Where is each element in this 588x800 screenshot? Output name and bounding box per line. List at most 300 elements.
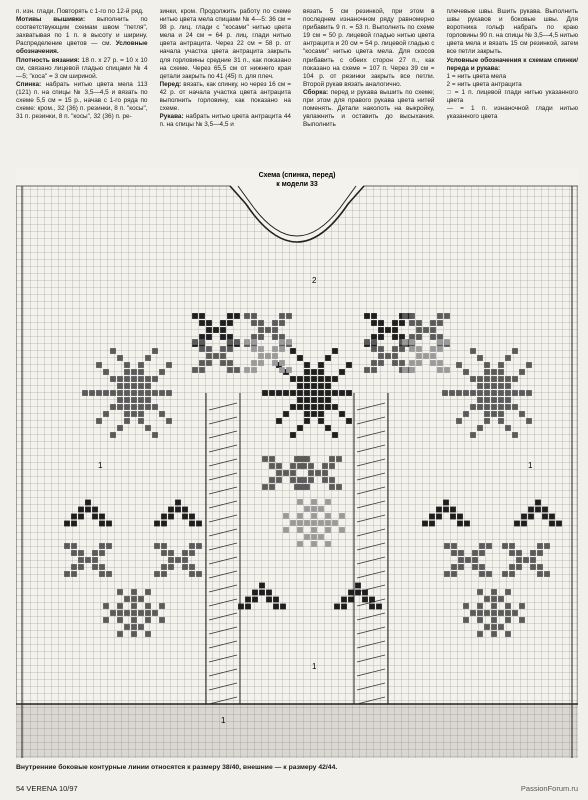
motif-cell bbox=[371, 313, 377, 319]
motif-cell bbox=[477, 589, 483, 595]
motif-cell bbox=[519, 369, 525, 375]
motif-cell bbox=[530, 550, 536, 556]
motif-cell bbox=[371, 339, 377, 345]
motif-cell bbox=[117, 589, 123, 595]
motif-cell bbox=[470, 432, 476, 438]
motif-cell bbox=[346, 390, 352, 396]
motif-cell bbox=[117, 404, 123, 410]
motif-cell bbox=[138, 624, 144, 630]
motif-cell bbox=[484, 411, 490, 417]
motif-cell bbox=[422, 521, 428, 527]
motif-cell bbox=[244, 339, 250, 345]
motif-cell bbox=[304, 390, 310, 396]
motif-cell bbox=[189, 564, 195, 570]
motif-cell bbox=[456, 362, 462, 368]
motif-cell bbox=[220, 320, 226, 326]
motif-cell bbox=[477, 355, 483, 361]
motif-cell bbox=[166, 418, 172, 424]
motif-cell bbox=[498, 390, 504, 396]
motif-cell bbox=[311, 397, 317, 403]
motif-cell bbox=[117, 397, 123, 403]
motif-cell bbox=[103, 369, 109, 375]
motif-cell bbox=[378, 360, 384, 366]
motif-cell bbox=[409, 360, 415, 366]
motif-cell bbox=[138, 362, 144, 368]
motif-cell bbox=[258, 320, 264, 326]
motif-cell bbox=[477, 376, 483, 382]
motif-cell bbox=[336, 484, 342, 490]
motif-cell bbox=[213, 327, 219, 333]
motif-cell bbox=[283, 513, 289, 519]
motif-cell bbox=[145, 610, 151, 616]
motif-cell bbox=[311, 383, 317, 389]
motif-cell bbox=[465, 557, 471, 563]
motif-cell bbox=[297, 425, 303, 431]
motif-cell bbox=[409, 339, 415, 345]
motif-cell bbox=[304, 397, 310, 403]
motif-cell bbox=[318, 390, 324, 396]
motif-cell bbox=[526, 390, 532, 396]
motif-cell bbox=[392, 320, 398, 326]
motif-cell bbox=[245, 597, 251, 603]
motif-cell bbox=[498, 596, 504, 602]
motif-cell bbox=[339, 513, 345, 519]
motif-cell bbox=[334, 604, 340, 610]
motif-cell bbox=[505, 383, 511, 389]
motif-cell bbox=[272, 327, 278, 333]
motif-cell bbox=[409, 320, 415, 326]
motif-cell bbox=[117, 390, 123, 396]
motif-cell bbox=[103, 617, 109, 623]
motif-cell bbox=[429, 514, 435, 520]
motif-cell bbox=[556, 521, 562, 527]
motif-cell bbox=[450, 514, 456, 520]
motif-cell bbox=[491, 596, 497, 602]
motif-cell bbox=[238, 604, 244, 610]
motif-cell bbox=[491, 631, 497, 637]
motif-cell bbox=[516, 557, 522, 563]
motif-cell bbox=[245, 604, 251, 610]
motif-cell bbox=[145, 589, 151, 595]
motif-cell bbox=[491, 390, 497, 396]
motif-cell bbox=[103, 390, 109, 396]
motif-cell bbox=[92, 507, 98, 513]
motif-cell bbox=[252, 590, 258, 596]
motif-cell bbox=[124, 404, 130, 410]
motif-cell bbox=[484, 624, 490, 630]
motif-cell bbox=[325, 527, 331, 533]
motif-cell bbox=[110, 348, 116, 354]
motif-cell bbox=[341, 604, 347, 610]
motif-cell bbox=[290, 477, 296, 483]
paragraph-text: вязать 5 см резинкой, при этом в последнем изнаночном ряду равномерно прибавить 9 п. = 53 п. Выполнить по схеме 19 см = 50 р. лицевой гладью нитью цвета антрацита и 20 см = 54 р. лицевой гладью с "косами" нитью цвета мела. Для скосов прибавить с обеих сторон 27 п., как показано на схеме = 107 п. Через 39 см = 104 р. от резинки закрыть все петли. Второй рукав вязать аналогично. bbox=[303, 8, 435, 88]
motif-cell bbox=[442, 390, 448, 396]
motif-cell bbox=[124, 362, 130, 368]
paragraph bbox=[160, 81, 292, 113]
motif-cell bbox=[220, 346, 226, 352]
motif-cell bbox=[371, 367, 377, 373]
motif-cell bbox=[498, 376, 504, 382]
motif-cell bbox=[542, 507, 548, 513]
motif-cell bbox=[509, 550, 515, 556]
motif-cell bbox=[117, 617, 123, 623]
motif-cell bbox=[294, 484, 300, 490]
motif-cell bbox=[276, 463, 282, 469]
motif-cell bbox=[290, 432, 296, 438]
legend-item: □ = 1 п. лицевой глади нитью указанного цвета bbox=[446, 88, 578, 105]
motif-cell bbox=[99, 550, 105, 556]
motif-cell bbox=[283, 411, 289, 417]
motif-cell bbox=[479, 564, 485, 570]
motif-cell bbox=[117, 355, 123, 361]
motif-cell bbox=[286, 339, 292, 345]
watermark: PassionForum.ru bbox=[520, 784, 578, 793]
motif-cell bbox=[325, 541, 331, 547]
motif-cell bbox=[159, 617, 165, 623]
motif-cell bbox=[484, 418, 490, 424]
motif-cell bbox=[378, 327, 384, 333]
motif-cell bbox=[152, 432, 158, 438]
motif-cell bbox=[251, 346, 257, 352]
motif-cell bbox=[498, 610, 504, 616]
paragraph-text: выполнить по соответствующим схемам швом "петля", захватывая по 1 п. в высоту и ширину. Распределение цветов — см. bbox=[16, 16, 148, 48]
motif-cell bbox=[286, 313, 292, 319]
motif-cell bbox=[199, 339, 205, 345]
motif-cell bbox=[416, 353, 422, 359]
motif-cell bbox=[138, 610, 144, 616]
motif-cell bbox=[322, 470, 328, 476]
motif-cell bbox=[301, 463, 307, 469]
motif-cell bbox=[99, 571, 105, 577]
motif-cell bbox=[479, 550, 485, 556]
motif-cell bbox=[325, 404, 331, 410]
motif-cell bbox=[189, 514, 195, 520]
motif-cell bbox=[325, 376, 331, 382]
motif-cell bbox=[279, 367, 285, 373]
motif-cell bbox=[110, 432, 116, 438]
motif-cell bbox=[437, 346, 443, 352]
motif-cell bbox=[304, 369, 310, 375]
motif-cell bbox=[279, 360, 285, 366]
motif-cell bbox=[491, 610, 497, 616]
motif-cell bbox=[159, 603, 165, 609]
motif-cell bbox=[103, 411, 109, 417]
motif-cell bbox=[131, 383, 137, 389]
motif-cell bbox=[521, 514, 527, 520]
legend-title: Условные обозначения к схемам спинки/переда и рукава: bbox=[446, 56, 578, 72]
motif-cell bbox=[505, 610, 511, 616]
motif-cell bbox=[423, 353, 429, 359]
motif-cell bbox=[64, 571, 70, 577]
motif-cell bbox=[470, 376, 476, 382]
motif-cell bbox=[131, 617, 137, 623]
instructions-columns bbox=[16, 8, 578, 168]
motif-cell bbox=[402, 367, 408, 373]
motif-cell bbox=[152, 390, 158, 396]
motif-cell bbox=[71, 543, 77, 549]
motif-cell bbox=[416, 346, 422, 352]
paragraph bbox=[160, 8, 292, 81]
motif-cell bbox=[71, 550, 77, 556]
motif-cell bbox=[371, 320, 377, 326]
motif-cell bbox=[479, 571, 485, 577]
motif-cell bbox=[124, 390, 130, 396]
motif-cell bbox=[145, 355, 151, 361]
motif-cell bbox=[339, 411, 345, 417]
motif-cell bbox=[304, 411, 310, 417]
motif-cell bbox=[304, 418, 310, 424]
motif-cell bbox=[166, 362, 172, 368]
motif-cell bbox=[355, 583, 361, 589]
motif-cell bbox=[304, 362, 310, 368]
motif-cell bbox=[457, 514, 463, 520]
motif-cell bbox=[78, 507, 84, 513]
motif-cell bbox=[457, 521, 463, 527]
motif-cell bbox=[371, 346, 377, 352]
motif-cell bbox=[521, 521, 527, 527]
motif-cell bbox=[516, 550, 522, 556]
motif-cell bbox=[175, 507, 181, 513]
motif-cell bbox=[182, 564, 188, 570]
motif-cell bbox=[416, 320, 422, 326]
motif-cell bbox=[472, 550, 478, 556]
motif-cell bbox=[451, 543, 457, 549]
motif-cell bbox=[131, 369, 137, 375]
motif-cell bbox=[251, 334, 257, 340]
motif-cell bbox=[509, 571, 515, 577]
motif-cell bbox=[378, 320, 384, 326]
color-label: 1 bbox=[312, 662, 317, 671]
motif-cell bbox=[258, 360, 264, 366]
motif-cell bbox=[329, 477, 335, 483]
motif-cell bbox=[138, 418, 144, 424]
motif-cell bbox=[227, 334, 233, 340]
motif-cell bbox=[315, 470, 321, 476]
motif-cell bbox=[252, 597, 258, 603]
motif-cell bbox=[145, 617, 151, 623]
motif-cell bbox=[276, 418, 282, 424]
motif-cell bbox=[106, 571, 112, 577]
motif-cell bbox=[416, 327, 422, 333]
paragraph-label: Плотность вязания: bbox=[16, 56, 80, 64]
motif-cell bbox=[161, 564, 167, 570]
color-label: 1 bbox=[98, 461, 103, 470]
motif-cell bbox=[196, 521, 202, 527]
motif-cell bbox=[498, 411, 504, 417]
motif-cell bbox=[491, 411, 497, 417]
motif-cell bbox=[138, 596, 144, 602]
knitting-chart-svg bbox=[16, 168, 578, 758]
motif-cell bbox=[486, 543, 492, 549]
motif-cell bbox=[430, 360, 436, 366]
motif-cell bbox=[304, 520, 310, 526]
motif-cell bbox=[244, 367, 250, 373]
motif-cell bbox=[78, 564, 84, 570]
paragraph-text: 18 п. x 27 р. = 10 x 10 см, связано лицевой гладью спицами № 4—5; "коса" = 3 см шириной. bbox=[16, 56, 148, 80]
motif-cell bbox=[138, 369, 144, 375]
motif-cell bbox=[477, 617, 483, 623]
motif-cell bbox=[161, 543, 167, 549]
text-column-3 bbox=[303, 8, 435, 168]
motif-cell bbox=[318, 362, 324, 368]
motif-cell bbox=[92, 564, 98, 570]
motif-cell bbox=[85, 500, 91, 506]
motif-cell bbox=[227, 313, 233, 319]
motif-cell bbox=[385, 327, 391, 333]
motif-cell bbox=[279, 320, 285, 326]
motif-cell bbox=[269, 484, 275, 490]
motif-cell bbox=[276, 470, 282, 476]
motif-cell bbox=[437, 334, 443, 340]
motif-cell bbox=[110, 390, 116, 396]
motif-cell bbox=[99, 543, 105, 549]
motif-cell bbox=[444, 313, 450, 319]
motif-cell bbox=[110, 376, 116, 382]
paragraph bbox=[16, 16, 148, 56]
motif-cell bbox=[124, 624, 130, 630]
motif-cell bbox=[227, 346, 233, 352]
motif-cell bbox=[318, 404, 324, 410]
motif-cell bbox=[262, 484, 268, 490]
motif-cell bbox=[154, 543, 160, 549]
motif-cell bbox=[498, 362, 504, 368]
motif-cell bbox=[477, 390, 483, 396]
motif-cell bbox=[332, 432, 338, 438]
motif-cell bbox=[437, 320, 443, 326]
motif-cell bbox=[470, 610, 476, 616]
motif-cell bbox=[505, 589, 511, 595]
motif-cell bbox=[117, 425, 123, 431]
motif-cell bbox=[154, 571, 160, 577]
motif-cell bbox=[437, 360, 443, 366]
motif-cell bbox=[491, 624, 497, 630]
motif-cell bbox=[182, 550, 188, 556]
motif-cell bbox=[131, 589, 137, 595]
motif-cell bbox=[145, 425, 151, 431]
motif-cell bbox=[519, 390, 525, 396]
motif-cell bbox=[549, 521, 555, 527]
motif-cell bbox=[535, 507, 541, 513]
motif-cell bbox=[258, 353, 264, 359]
motif-cell bbox=[117, 376, 123, 382]
motif-cell bbox=[477, 397, 483, 403]
paragraph bbox=[160, 113, 292, 129]
motif-cell bbox=[168, 507, 174, 513]
motif-cell bbox=[280, 604, 286, 610]
motif-cell bbox=[318, 369, 324, 375]
motif-cell bbox=[332, 390, 338, 396]
motif-cell bbox=[535, 500, 541, 506]
motif-cell bbox=[131, 603, 137, 609]
paragraph-label: Условные обозначения. bbox=[16, 40, 148, 56]
chart-title-line-1: Схема (спинка, перед) bbox=[258, 172, 336, 179]
motif-cell bbox=[528, 507, 534, 513]
motif-cell bbox=[437, 313, 443, 319]
motif-cell bbox=[502, 571, 508, 577]
paragraph bbox=[16, 8, 148, 16]
motif-cell bbox=[297, 404, 303, 410]
motif-cell bbox=[152, 610, 158, 616]
motif-cell bbox=[71, 564, 77, 570]
motif-cell bbox=[117, 383, 123, 389]
motif-cell bbox=[269, 463, 275, 469]
motif-cell bbox=[512, 432, 518, 438]
motif-cell bbox=[491, 603, 497, 609]
motif-cell bbox=[519, 603, 525, 609]
motif-cell bbox=[182, 514, 188, 520]
motif-cell bbox=[297, 397, 303, 403]
motif-cell bbox=[189, 550, 195, 556]
color-label: 1 bbox=[528, 461, 533, 470]
motif-cell bbox=[512, 610, 518, 616]
motif-cell bbox=[528, 514, 534, 520]
motif-cell bbox=[145, 376, 151, 382]
motif-cell bbox=[484, 390, 490, 396]
motif-cell bbox=[199, 313, 205, 319]
motif-cell bbox=[213, 353, 219, 359]
motif-cell bbox=[484, 610, 490, 616]
motif-cell bbox=[297, 383, 303, 389]
motif-cell bbox=[484, 596, 490, 602]
motif-cell bbox=[182, 507, 188, 513]
motif-cell bbox=[145, 397, 151, 403]
motif-cell bbox=[124, 376, 130, 382]
motif-cell bbox=[526, 362, 532, 368]
motif-cell bbox=[106, 521, 112, 527]
motif-cell bbox=[99, 521, 105, 527]
motif-cell bbox=[251, 313, 257, 319]
motif-cell bbox=[85, 557, 91, 563]
paragraph-label: Рукава: bbox=[159, 113, 184, 121]
motif-cell bbox=[409, 334, 415, 340]
motif-cell bbox=[96, 390, 102, 396]
motif-cell bbox=[262, 456, 268, 462]
motif-cell bbox=[138, 376, 144, 382]
motif-cell bbox=[166, 390, 172, 396]
motif-cell bbox=[318, 418, 324, 424]
motif-cell bbox=[325, 390, 331, 396]
motif-cell bbox=[283, 390, 289, 396]
motif-cell bbox=[96, 418, 102, 424]
motif-cell bbox=[336, 456, 342, 462]
motif-cell bbox=[311, 499, 317, 505]
motif-cell bbox=[297, 527, 303, 533]
motif-cell bbox=[484, 369, 490, 375]
motif-cell bbox=[318, 397, 324, 403]
paragraph bbox=[16, 57, 148, 81]
motif-cell bbox=[325, 499, 331, 505]
motif-cell bbox=[259, 590, 265, 596]
motif-cell bbox=[325, 355, 331, 361]
motif-cell bbox=[269, 390, 275, 396]
motif-cell bbox=[364, 367, 370, 373]
motif-cell bbox=[505, 397, 511, 403]
motif-cell bbox=[385, 353, 391, 359]
motif-cell bbox=[286, 367, 292, 373]
motif-cell bbox=[244, 313, 250, 319]
motif-cell bbox=[484, 376, 490, 382]
motif-cell bbox=[470, 390, 476, 396]
text-column-1 bbox=[16, 8, 148, 168]
paragraph-text: набрать нитью цвета антрацита 44 п. на спицы № 3,5—4,5 и bbox=[159, 113, 291, 129]
size-note: Внутренние боковые контурные линии относятся к размеру 38/40, внешние — к размеру 42/44. bbox=[16, 764, 338, 771]
motif-cell bbox=[444, 543, 450, 549]
motif-cell bbox=[89, 390, 95, 396]
motif-cell bbox=[463, 390, 469, 396]
motif-cell bbox=[371, 360, 377, 366]
motif-cell bbox=[152, 348, 158, 354]
motif-cell bbox=[279, 313, 285, 319]
